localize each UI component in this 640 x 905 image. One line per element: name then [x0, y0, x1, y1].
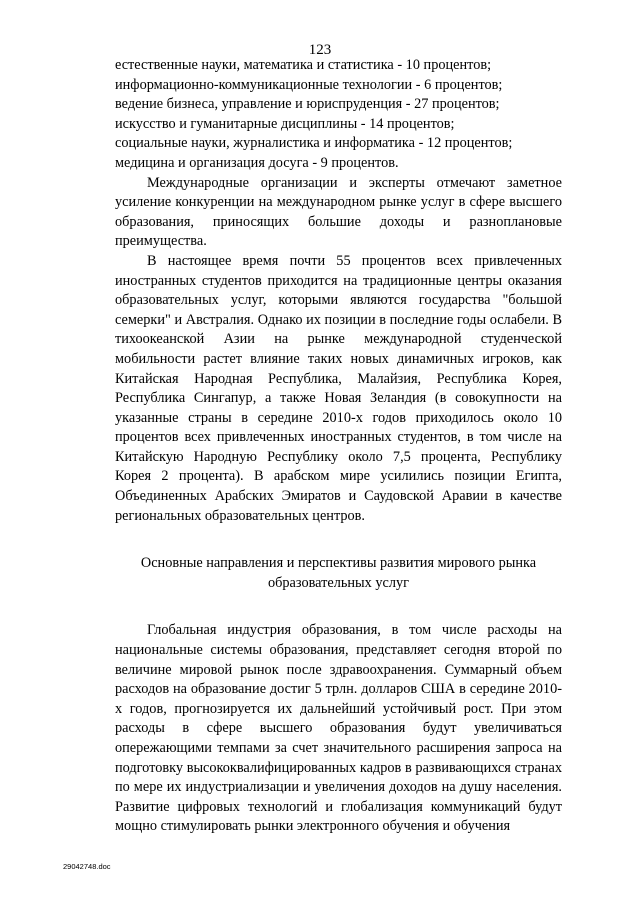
list-item: социальные науки, журналистика и информатика - 12 процентов;	[115, 135, 513, 152]
list-item: ведение бизнеса, управление и юриспруденция - 27 процентов;	[115, 96, 500, 113]
paragraph: Международные организации и эксперты отмечают заметное усиление конкуренции на международном рынке услуг в сфере высшего образования, приносящих большие доходы и разноплановые преимущества.	[115, 174, 562, 250]
section-heading	[115, 554, 562, 593]
section-heading-line: образовательных услуг	[267, 574, 410, 591]
section-heading-line: Основные направления и перспективы развития мирового рынка	[140, 555, 537, 572]
document-filename: 29042748.doc	[63, 862, 111, 871]
paragraph: В настоящее время почти 55 процентов всех привлеченных иностранных студентов приходится на традиционные центры оказания образовательных услуг, которыми являются государства "большой семерки" и Австралия. Однако их позиции в последние годы ослабели. В тихоокеанской Азии на рынке международной студенческой мобильности растет влияние таких новых динамичных игроков, как Китайская Народная Республика, Малайзия, Республика Корея, Республика Сингапур, а также Новая Зеландия (в совокупности на указанные страны в середине 2010-х годов приходилось около 10 процентов всех привлеченных иностранных студентов, в том числе на Китайскую Народную Республику около 7,5 процента, Республику Корея 2 процента). В арабском мире усилились позиции Египта, Объединенных Арабских Эмиратов и Саудовской Аравии в качестве региональных образовательных центров.	[115, 252, 562, 524]
page-number: 123	[308, 42, 332, 58]
list-item: медицина и организация досуга - 9 процентов.	[115, 154, 399, 171]
document-body	[115, 56, 562, 837]
paragraph: Глобальная индустрия образования, в том числе расходы на национальные системы образования, представляет сегодня второй по величине мировой рынок после здравоохранения. Суммарный объем расходов на образование достиг 5 трлн. долларов США в середине 2010-х годов, прогнозируется их дальнейший устойчивый рост. При этом расходы в сфере высшего образования будут увеличиваться опережающими темпами за счет значительного расширения запроса на подготовку высококвалифицированных кадров в развивающихся странах по мере их индустриализации и увеличения доходов на душу населения. Развитие цифровых технологий и глобализация коммуникаций будут мощно стимулировать рынки электронного обучения и обучения	[115, 622, 562, 835]
list-item: естественные науки, математика и статистика - 10 процентов;	[115, 57, 492, 73]
list-item: информационно-коммуникационные технологии - 6 процентов;	[115, 76, 503, 93]
list-item: искусство и гуманитарные дисциплины - 14 процентов;	[115, 115, 455, 132]
